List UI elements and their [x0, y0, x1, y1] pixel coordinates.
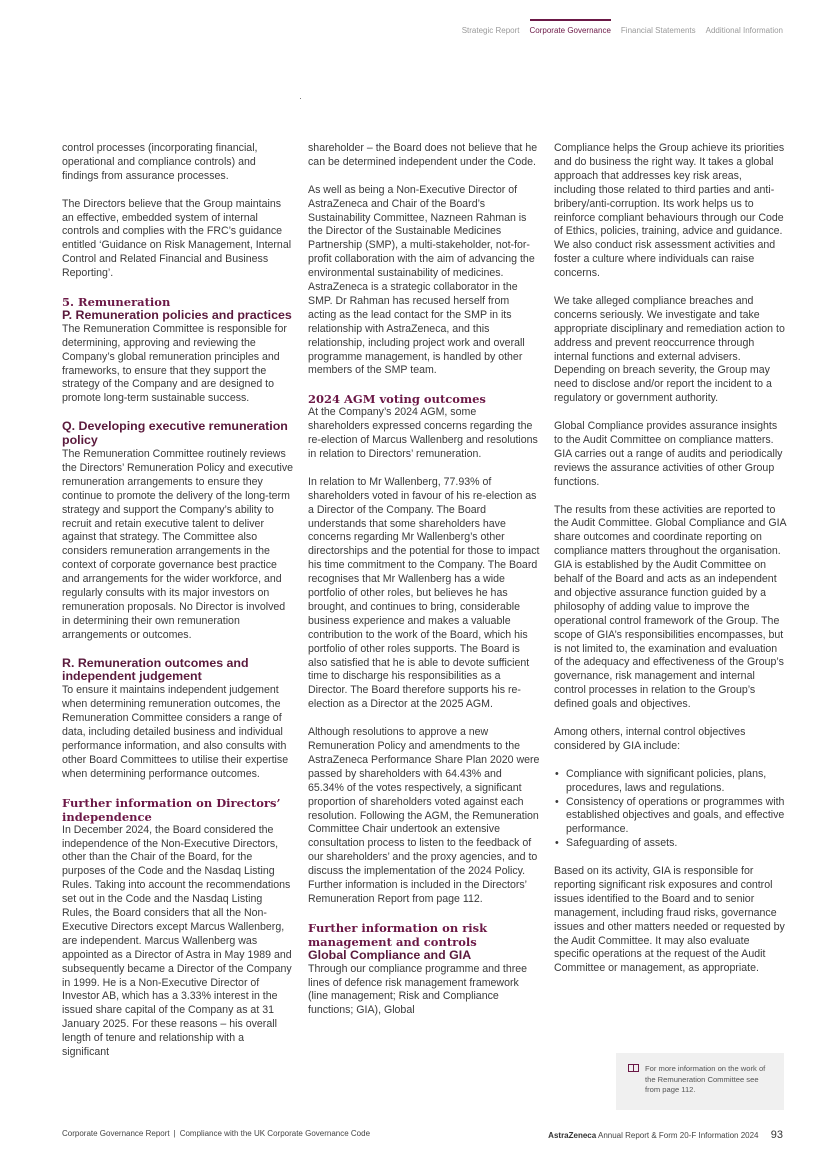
subheading-p: P. Remuneration policies and practices — [62, 307, 292, 322]
footer-right — [548, 1129, 783, 1141]
section-heading-independence: Further information on Directors’ independence — [62, 795, 281, 824]
stray-dot — [300, 98, 301, 99]
paragraph: The results from these activities are reported to the Audit Committee. Global Compliance and GIA share outcomes and coordinate reporting on compliance matters throughout the organisation. GIA is established by the Audit Committee on behalf of the Board and acts as an independent and objective assurance function guided by a philosophy of adding value to improve the operational control framework of the Group. The scope of GIA’s responsibilities encompasses, but is not limited to, the examination and evaluation of the adequacy and effectiveness of the Group’s governance, risk management and internal control processes in relation to the Group’s defined goals and objectives. — [554, 503, 787, 711]
objectives-list — [554, 768, 786, 851]
paragraph: In December 2024, the Board considered the independence of the Non-Executive Directors, other than the Chair of the Board, for the purposes of the Code and the Nasdaq Listing Rules. Taking into account the recommendations set out in the Code and the Nasdaq Listing Rules, the Board considers that all the Non-Executive Directors except Marcus Wallenberg, are independent. Marcus Wallenberg was appointed as a Director of Astra in May 1989 and subsequently became a Director of the Company in 1999. He is a Non-Executive Director of Investor AB, which has a 3.33% interest in the issued share capital of the Company as at 31 January 2025. For these reasons – his overall length of tenure and relationship with a significant — [62, 823, 292, 1059]
tab-corporate-governance[interactable]: Corporate Governance — [529, 26, 611, 35]
paragraph: control processes (incorporating financial, operational and compliance controls) and findings from assurance processes. — [62, 142, 258, 182]
paragraph: Although resolutions to approve a new Remuneration Policy and amendments to the AstraZeneca Performance Share Plan 2020 were passed by shareholders with 64.43% and 65.34% of the votes respectively, a significant proportion of shareholders voted against each resolution. Following the AGM, the Remuneration Committee Chair undertook an extensive consultation process to listen to the feedback of our shareholders’ and the proxy agencies, and to discuss the implementation of the 2024 Policy. Further information is included in the Directors’ Remuneration Report from page 112. — [308, 726, 540, 905]
more-info-text: For more information on the work of the Remuneration Committee see from page 112. — [645, 1064, 766, 1095]
paragraph: To ensure it maintains independent judgement when determining remuneration outcomes, the Remuneration Committee considers a range of data, including detailed business and individual performance information, and also consults with other Board Committees to utilise their expertise when determining performance outcomes. — [62, 684, 289, 780]
paragraph: In relation to Mr Wallenberg, 77.93% of shareholders voted in favour of his re-election as a Director of the Company. The Board understands that some shareholders have concerns regarding Mr Wallenberg’s other directorships and the potential for those to impact his time commitment to the Company. The Board recognises that Mr Wallenberg has a wide portfolio of other roles, but believes he has brought, and continues to bring, considerable business experience and makes a valuable contribution to the work of the Board, which his portfolio of other roles supports. The Board is also satisfied that he is able to devote sufficient time to discharge his responsibilities as a Director. The Board therefore supports his re-election as a Director at the 2025 AGM. — [308, 475, 540, 711]
list-item: • Consistency of operations or programmes with established objectives and goals, and effective performance. — [566, 796, 786, 838]
paragraph: The Remuneration Committee is responsible for determining, approving and reviewing the Company’s global remuneration principles and frameworks, to ensure that they support the strategy of the Company and are designed to promote long-term sustainable success. — [62, 322, 287, 405]
section-nav — [462, 26, 783, 35]
column-left — [62, 142, 294, 1074]
subheading-q: Q. Developing executive remuneration policy — [62, 419, 288, 448]
tab-strategic-report[interactable]: Strategic Report — [461, 26, 520, 35]
paragraph: As well as being a Non-Executive Director of AstraZeneca and Chair of the Board’s Sustainability Committee, Nazneen Rahman is the Director of the Sustainable Medicines Partnership (SMP), a multi-stakeholder, not-for-profit collaboration with the aim of advancing the environmental sustainability of medicines. AstraZeneca is a strategic collaborator in the SMP. Dr Rahman has recused herself from acting as the lead contact for the SMP in its relationship with AstraZeneca, and this relationship, including project work and overall programme management, is handled by other members of the SMP team. — [308, 183, 535, 377]
tab-financial-statements[interactable]: Financial Statements — [620, 26, 696, 35]
section-heading-risk: Further information on risk management and controls — [308, 920, 488, 949]
paragraph: Global Compliance provides assurance insights to the Audit Committee on compliance matters. GIA carries out a range of audits and periodically reviews the assurance activities of other Group functions. — [554, 420, 783, 488]
paragraph: At the Company’s 2024 AGM, some shareholders expressed concerns regarding the re-election of Marcus Wallenberg and resolutions in relation to Directors’ remuneration. — [308, 406, 538, 460]
page-number: 93 — [770, 1129, 783, 1141]
footer-report-title: Annual Report & Form 20-F Information 2024 — [597, 1131, 759, 1140]
paragraph: We take alleged compliance breaches and concerns seriously. We investigate and take appropriate disciplinary and remediation action to address and prevent reoccurrence through internal functions and external advisers. Depending on breach severity, the Group may need to disclose and/or report the incident to a regulatory or government authority. — [554, 294, 785, 405]
list-item: • Safeguarding of assets. — [566, 837, 786, 851]
paragraph: Among others, internal control objectives considered by GIA include: — [554, 726, 746, 752]
list-item: • Compliance with significant policies, plans, procedures, laws and regulations. — [566, 768, 786, 796]
tab-additional-information[interactable]: Additional Information — [705, 26, 783, 35]
section-heading-agm: 2024 AGM voting outcomes — [308, 392, 486, 407]
paragraph: Compliance helps the Group achieve its priorities and do business the right way. It takes a global approach that addresses key risk areas, including those related to third parties and anti-bribery/anti-corruption. Its work helps us to reinforce compliant behaviours through our Code of Ethics, policies, training, advice and guidance. We also conduct risk assessment activities and foster a culture where individuals can raise concerns. — [554, 142, 785, 280]
paragraph: shareholder – the Board does not believe that he can be determined independent under the Code. — [308, 142, 538, 168]
paragraph: Through our compliance programme and three lines of defence risk management framework (line management; Risk and Compliance functions; GIA), Global — [308, 962, 528, 1017]
paragraph: The Remuneration Committee routinely reviews the Directors’ Remuneration Policy and executive remuneration arrangements to ensure they continue to promote the delivery of the long-term strategy and support the Company’s ability to recruit and retain executive talent to deliver against that strategy. The Committee also considers remuneration arrangements in the context of corporate governance best practice and arrangements for the wider workforce, and regularly consults with its major investors on remuneration proposals. No Director is involved in determining their own remuneration arrangements or outcomes. — [62, 447, 294, 641]
footer-brand: AstraZeneca — [548, 1131, 597, 1140]
section-heading-remuneration: 5. Remuneration — [62, 294, 171, 309]
subheading-r: R. Remuneration outcomes and independent judgement — [62, 655, 249, 684]
footer-left: Corporate Governance Report | Compliance with the UK Corporate Governance Code — [62, 1129, 371, 1138]
more-info-box[interactable] — [616, 1053, 784, 1110]
paragraph: Based on its activity, GIA is responsible for reporting significant risk exposures and control issues identified to the Board and to senior management, including fraud risks, governance issues and other matters needed or requested by the Audit Committee. It may also evaluate specific operations at the request of the Audit Committee or management, as appropriate. — [554, 865, 785, 975]
footer-report-name: Corporate Governance Report — [62, 1129, 170, 1138]
subheading-gia: Global Compliance and GIA — [308, 947, 472, 962]
column-right — [554, 142, 786, 990]
paragraph: The Directors believe that the Group maintains an effective, embedded system of internal controls and complies with the FRC’s guidance entitled ‘Guidance on Risk Management, Internal Control and Related Financial and Business Reporting’. — [62, 197, 292, 280]
column-middle — [308, 142, 540, 1032]
book-icon — [628, 1064, 639, 1072]
footer-section-name: Compliance with the UK Corporate Governance Code — [179, 1129, 371, 1138]
